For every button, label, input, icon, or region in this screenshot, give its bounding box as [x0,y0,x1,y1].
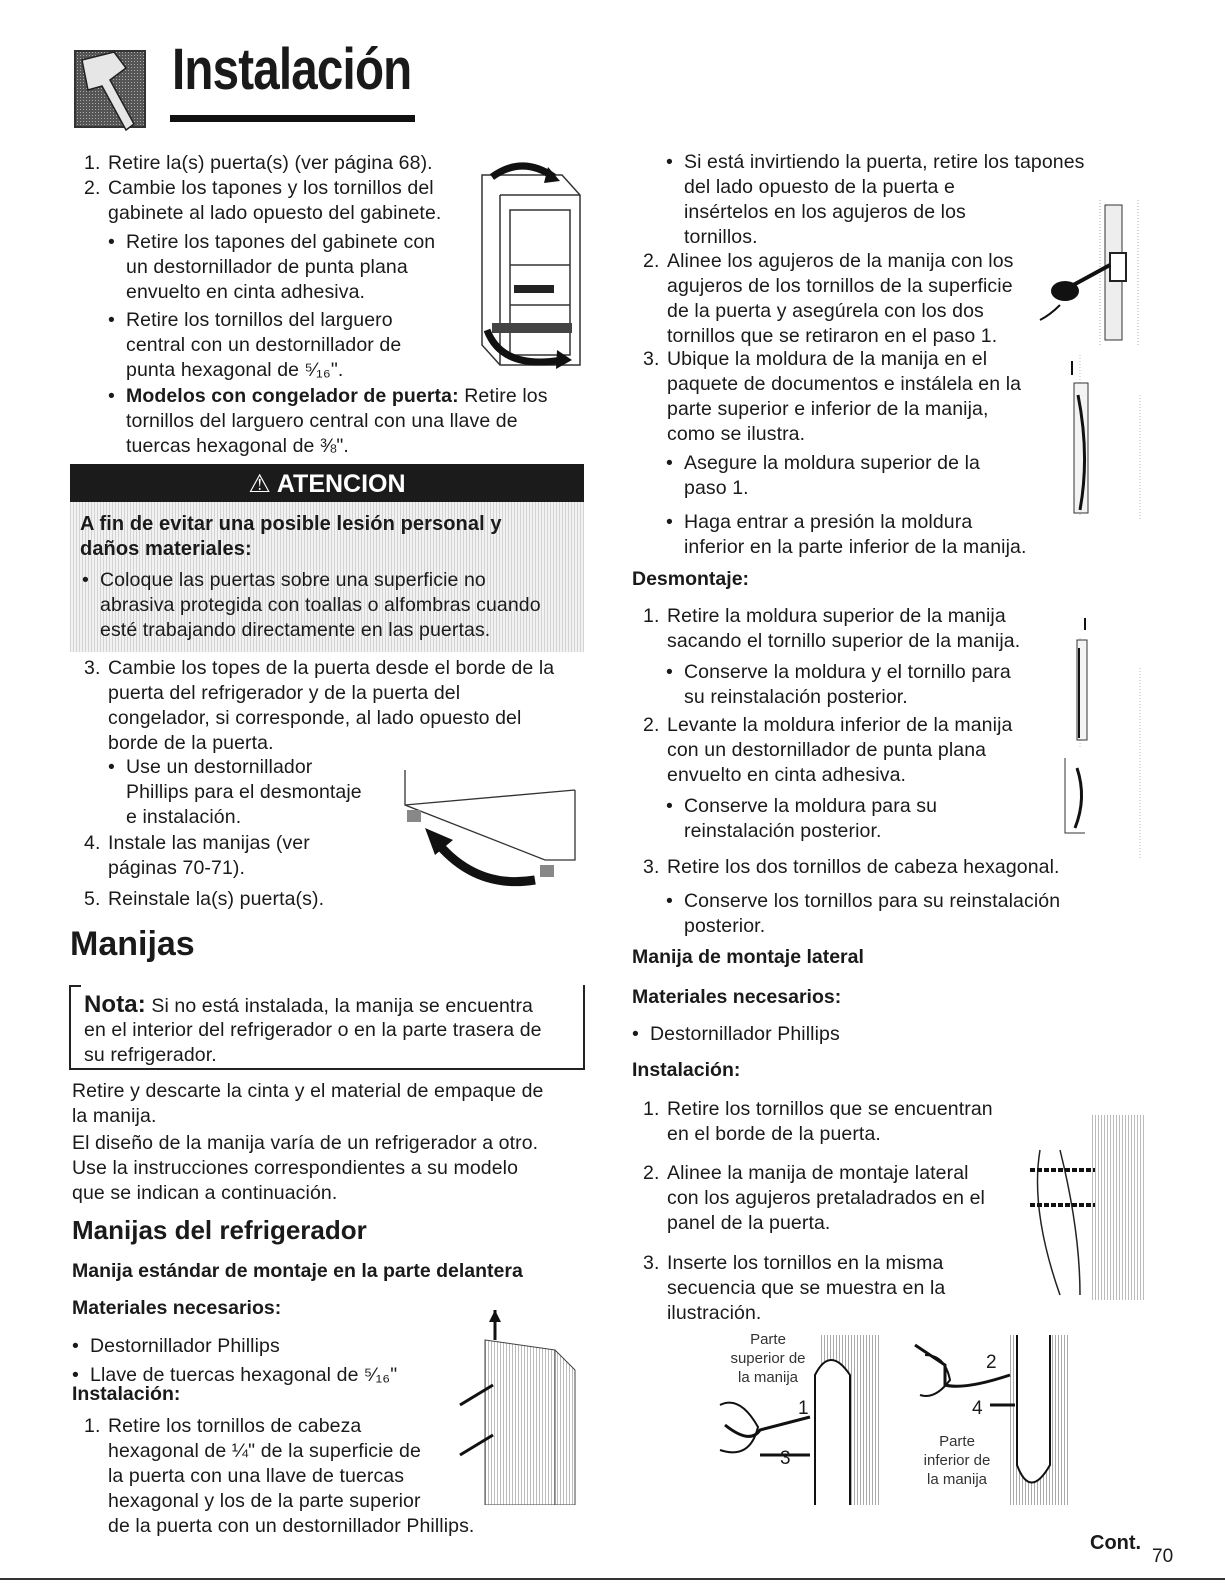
desmontaje-step-3: 3. Retire los dos tornillos de cabeza hexagonal. [643,856,1060,878]
paragraph-tape: Retire y descarte la cinta y el material de empaque de la manija. [72,1080,544,1127]
lateral-step-2: 2. Alinee la manija de montaje lateral con los agujeros pretaladrados en el panel de la puerta. [643,1162,985,1234]
trim-illustration [1060,355,1145,520]
step-3-bullet: • Use un destornillador Phillips para el desmontaje e instalación. [108,756,362,828]
materials-heading: Materiales necesarios: [72,1297,282,1319]
page-title: Instalación [172,37,412,102]
bullet-models: • Modelos con congelador de puerta: Retire los tornillos del larguero central con una llave de tuercas hexagonal de ⅜". [108,385,548,457]
desmontaje-step-3-bullet: • Conserve los tornillos para su reinstalación posterior. [666,890,1061,937]
warning-icon: ⚠ [248,470,277,498]
right-step-2: 2. Alinee los agujeros de la manija con los agujeros de los tornillos de la superficie de la puerta y asegúrela con los dos tornillos que se retiraron en el paso 1. [643,250,1014,347]
right-step-3: 3. Ubique la moldura de la manija en el paquete de documentos e instálela en la parte superior e inferior de la manija, como se ilustra. [643,348,1022,445]
desmontaje-step-1: 1. Retire la moldura superior de la manija sacando el tornillo superior de la manija. [643,605,1021,652]
lateral-materials-list: • Destornillador Phillips [632,1023,840,1045]
figure-label-top: Parte superior de la manija [730,1331,806,1386]
bottom-rule [0,1578,1225,1580]
handle-screw-illustration [1030,195,1145,345]
door-stop-illustration [395,760,585,900]
lateral-step-1: 1. Retire los tornillos que se encuentran en el borde de la puerta. [643,1098,993,1145]
lateral-handle-heading: Manija de montaje lateral [632,946,864,968]
steps-top: 1. Retire la(s) puerta(s) (ver página 68). 2. Cambie los tapones y los tornillos del gabinete al lado opuesto del gabinete. [84,152,442,224]
right-step-3-bullets: • Asegure la moldura superior de la paso 1. • Haga entrar a presión la moldura inferior en la parte inferior de la manija. [666,452,1027,558]
warning-header: ⚠ ATENCION [70,464,584,502]
installation-heading: Instalación: [72,1383,181,1405]
desmontaje-heading: Desmontaje: [632,568,750,590]
step-3: 3. Cambie los topes de la puerta desde el borde de la puerta del refrigerador y de la puerta del congelador, si corresponde, al lado opuesto del borde de la puerta. [84,657,555,754]
figure-label-bottom: Parte inferior de la manija [923,1433,991,1488]
bullet-reverse-door: • Si está invirtiendo la puerta, retire los tapones del lado opuesto de la puerta e insértelos en los agujeros de los tornillos. [666,151,1085,248]
handle-top-figure [710,1335,880,1505]
nota-text: Nota: Si no está instalada, la manija se encuentra [84,991,533,1018]
figure-number-4: 4 [972,1398,983,1419]
step-4-5: 4. Instale las manijas (ver páginas 70-71). 5. Reinstale la(s) puerta(s). [84,832,325,910]
lateral-materials-heading: Materiales necesarios: [632,986,842,1008]
page-number: 70 [1152,1546,1174,1567]
lateral-installation-heading: Instalación: [632,1059,741,1081]
warning-heading: A fin de evitar una posible lesión personal y daños materiales: [80,513,502,560]
hammer-icon [74,46,146,132]
paragraph-design: El diseño de la manija varía de un refrigerador a otro. Use la instrucciones correspondientes a su modelo que se indican a continuación. [72,1132,539,1204]
title-underline [170,115,415,122]
materials-list: • Destornillador Phillips • Llave de tuercas hexagonal de ⁵⁄₁₆" [72,1335,398,1386]
figure-number-2: 2 [986,1352,997,1373]
warning-bullet: • Coloque las puertas sobre una superficie no abrasiva protegida con toallas o alfombras cuando esté trabajando directamente en las puertas. [82,569,541,641]
bullets-cabinet: • Retire los tapones del gabinete con un destornillador de punta plana envuelto en cinta adhesiva. • Retire los tornillos del larguero central con un destornillador de punta hexagonal de ⁵⁄₁₆". [108,231,436,381]
figure-number-1: 1 [798,1398,809,1419]
subtitle-standard-handle: Manija estándar de montaje en la parte delantera [72,1260,523,1282]
desmontaje-step-2-bullet: • Conserve la moldura para su reinstalación posterior. [666,795,938,842]
desmontaje-step-2: 2. Levante la moldura inferior de la manija con un destornillador de punta plana envuelto en cinta adhesiva. [643,714,1013,786]
section-title-manijas: Manijas [70,925,195,963]
lateral-step-3: 3. Inserte los tornillos en la misma secuencia que se muestra en la ilustración. [643,1252,946,1324]
desmontaje-step-1-bullet: • Conserve la moldura y el tornillo para su reinstalación posterior. [666,661,1011,708]
continued-label: Cont. [1090,1532,1142,1554]
figure-number-3: 3 [780,1448,791,1469]
cabinet-illustration [462,155,587,385]
section-title-refrigerator-handles: Manijas del refrigerador [72,1215,367,1245]
warning-box [70,464,584,652]
lateral-handle-illustration [1020,1110,1145,1300]
installation-step-1: 1. Retire los tornillos de cabeza hexagonal de ¼" de la superficie de la puerta con una llave de tuercas hexagonal y los de la parte superior de la puerta con un destornillador Phillips. [84,1415,475,1537]
door-handle-illustration [455,1310,583,1505]
trim-removal-illustration [1055,608,1145,858]
